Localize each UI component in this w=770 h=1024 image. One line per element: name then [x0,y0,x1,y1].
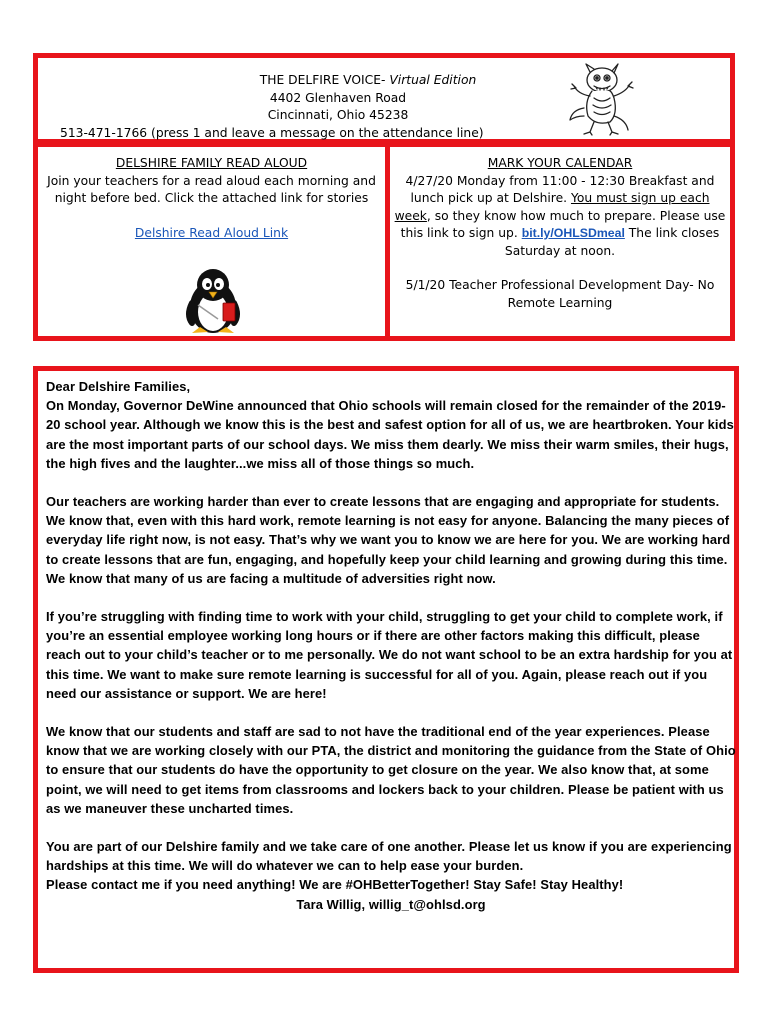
title-edition: Virtual Edition [389,73,477,87]
calendar-text [394,155,726,312]
read-aloud-description: Join your teachers for a read aloud each morning and night before bed. Click the attached link for stories [47,173,376,205]
penguin-reading-icon [178,267,248,335]
read-aloud-title: DELSHIRE FAMILY READ ALOUD [115,156,308,170]
letter-paragraph-1: On Monday, Governor DeWine announced that Ohio schools will remain closed for the remainder of the 2019-20 school year. Although we know this is the best and safest option for all of us, we are heartbroken. Your kids are the most important parts of our school days. We miss them dearly. We miss their warm smiles, their hugs, the high fives and the laughter...we miss all of those things so much. [46,398,734,471]
event-meal-text-b: , so they know how much to prepare. Please use this link to sign up. [400,208,726,240]
read-aloud-section [33,142,390,341]
principal-letter [33,366,739,973]
header-text [60,72,598,142]
calendar-section [385,142,735,341]
dragon-mascot-icon [566,58,636,138]
event-meal-signup-note: You must sign up each week [394,191,710,223]
read-aloud-text [38,155,385,242]
event-meal-text-c: The link closes Saturday at noon. [504,226,720,258]
newsletter-header [33,53,735,144]
address-line-2: Cincinnati, Ohio 45238 [267,108,409,122]
letter-paragraph-5: You are part of our Delshire family and we take care of one another. Please let us know if you are experiencing hardships at this time. We will do whatever we can to help ease your burden. [46,839,732,874]
letter-paragraph-4: We know that our students and staff are sad to not have the traditional end of the year experiences. Please know that we are working closely with our PTA, the district and monitoring the guidance from the State of Ohio to ensure that our students do have the opportunity to get closure on the year. We also know that, at some point, we will need to get items from classrooms and lockers back to your children. Please be patient with us as we maneuver these uncharted times. [46,724,736,816]
title-plain: THE DELFIRE VOICE- [259,73,390,87]
letter-paragraph-3: If you’re struggling with finding time to work with your child, struggling to get your child to complete work, if you’re an essential employee working long hours or if there are other factors making this difficult, please reach out to your child’s teacher or to me personally. We do not want school to be an extra hardship for you at this time. We want to make sure remote learning is successful for all of you. Again, please reach out if you need our assistance or support. We are here! [46,609,733,701]
letter-paragraph-2: Our teachers are working harder than ever to create lessons that are engaging and appropriate for students. We know that, even with this hard work, remote learning is not easy for anyone. Balancing the many pieces of everyday life right now, is not easy. That’s why we want you to know we are here for you. We are working hard to create lessons that are fun, engaging, and hopefully keep your child learning and growing during this time. We know that many of us are facing a multitude of adversities right now. [46,494,731,586]
letter-closing: Please contact me if you need anything! We are #OHBetterTogether! Stay Safe! Stay Healthy! [46,877,624,893]
event-meal-text-a: 4/27/20 Monday from 11:00 - 12:30 Breakfast and lunch pick up at Delshire. [405,173,715,205]
newsletter-title [138,72,598,90]
address-line-1: 4402 Glenhaven Road [269,90,407,105]
event-meal-pickup [395,174,726,258]
calendar-title: MARK YOUR CALENDAR [487,156,633,170]
read-aloud-link[interactable]: Delshire Read Aloud Link [134,225,289,240]
phone-line: 513-471-1766 (press 1 and leave a message on the attendance line) [60,125,484,140]
letter-body [46,377,736,914]
event-professional-development: 5/1/20 Teacher Professional Development Day- No Remote Learning [405,278,715,310]
letter-signature: Tara Willig, willig_t@ohlsd.org [296,896,486,912]
letter-greeting: Dear Delshire Families, [46,379,191,394]
meal-signup-link[interactable]: bit.ly/OHLSDmeal [521,226,625,240]
